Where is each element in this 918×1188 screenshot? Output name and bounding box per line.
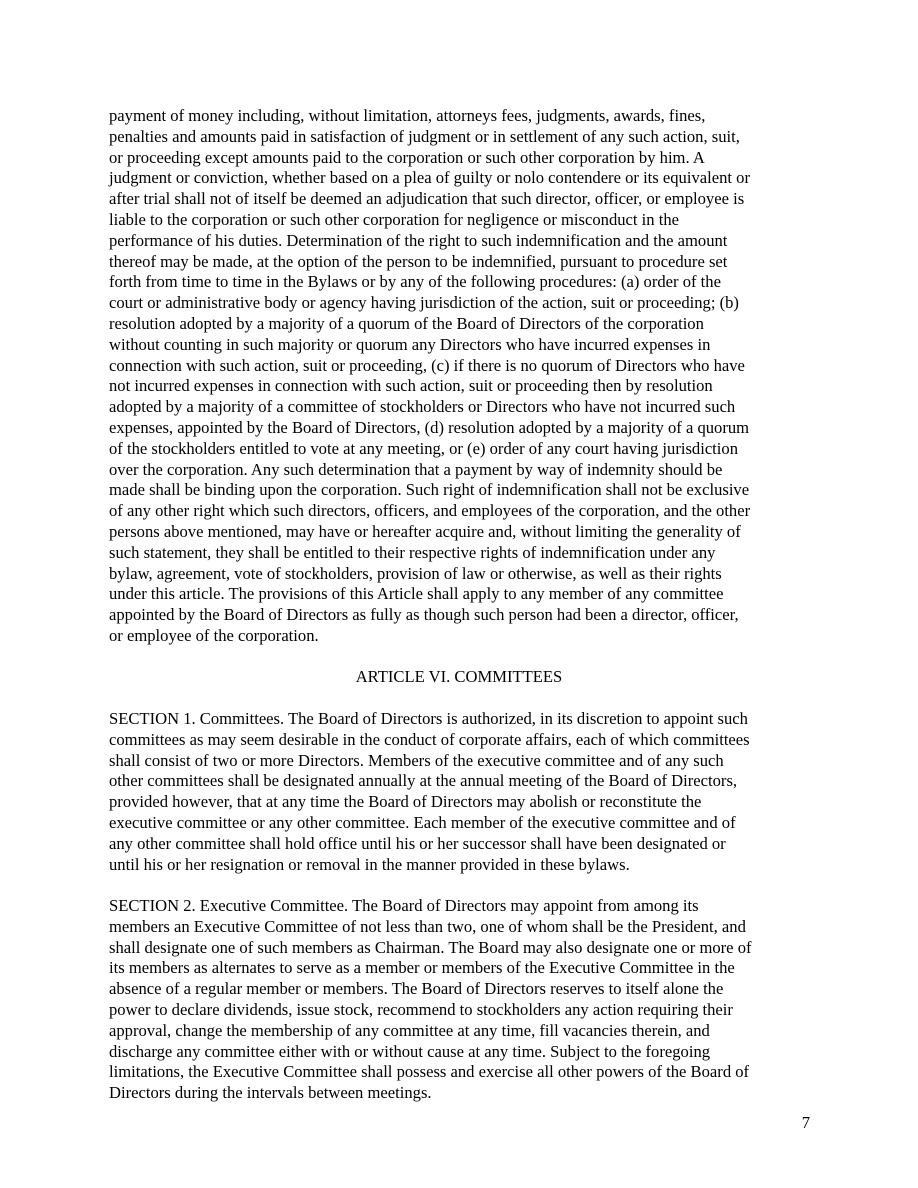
- text-line: over the corporation. Any such determination that a payment by way of indemnity should be: [109, 459, 723, 479]
- text-line: shall consist of two or more Directors. Members of the executive committee and of any such: [109, 750, 724, 770]
- text-line: liable to the corporation or such other corporation for negligence or misconduct in the: [109, 209, 679, 229]
- text-line: any other committee shall hold office until his or her successor shall have been designated or: [109, 833, 726, 853]
- text-line: SECTION 1. Committees. The Board of Directors is authorized, in its discretion to appoint such: [109, 709, 748, 728]
- text-line: until his or her resignation or removal in the manner provided in these bylaws.: [109, 854, 630, 874]
- text-line: or employee of the corporation.: [109, 625, 319, 645]
- section-1-paragraph: [109, 709, 809, 875]
- indemnification-paragraph: [109, 106, 809, 647]
- text-line: bylaw, agreement, vote of stockholders, provision of law or otherwise, as well as their rights: [109, 563, 722, 583]
- text-line: connection with such action, suit or proceeding, (c) if there is no quorum of Directors who have: [109, 355, 745, 375]
- text-line: not incurred expenses in connection with such action, suit or proceeding then by resolution: [109, 376, 713, 396]
- text-line: members an Executive Committee of not less than two, one of whom shall be the President, and: [109, 916, 746, 936]
- text-line: its members as alternates to serve as a member or members of the Executive Committee in the: [109, 958, 735, 978]
- text-line: expenses, appointed by the Board of Directors, (d) resolution adopted by a majority of a quorum: [109, 417, 750, 437]
- text-line: provided however, that at any time the Board of Directors may abolish or reconstitute the: [109, 792, 702, 812]
- text-line: of any other right which such directors, officers, and employees of the corporation, and the other: [109, 501, 751, 521]
- text-line: under this article. The provisions of this Article shall apply to any member of any committee: [109, 584, 724, 604]
- text-line: without counting in such majority or quorum any Directors who have incurred expenses in: [109, 334, 711, 354]
- text-line: persons above mentioned, may have or hereafter acquire and, without limiting the generality of: [109, 521, 741, 541]
- text-line: shall designate one of such members as Chairman. The Board may also designate one or more of: [109, 937, 752, 957]
- text-line: SECTION 2. Executive Committee. The Board of Directors may appoint from among its: [109, 896, 699, 915]
- text-line: court or administrative body or agency having jurisdiction of the action, suit or proceeding; (b): [109, 293, 739, 313]
- page-number: 7: [801, 1113, 810, 1132]
- text-line: resolution adopted by a majority of a quorum of the Board of Directors of the corporation: [109, 313, 704, 333]
- text-line: absence of a regular member or members. The Board of Directors reserves to itself alone the: [109, 979, 724, 999]
- text-line: payment of money including, without limitation, attorneys fees, judgments, awards, fines,: [109, 106, 706, 125]
- text-line: Directors during the intervals between meetings.: [109, 1083, 432, 1103]
- text-line: thereof may be made, at the option of the person to be indemnified, pursuant to procedure set: [109, 251, 728, 271]
- text-line: penalties and amounts paid in satisfaction of judgment or in settlement of any such action, suit,: [109, 126, 740, 146]
- text-line: discharge any committee either with or without cause at any time. Subject to the foregoing: [109, 1041, 711, 1061]
- text-line: judgment or conviction, whether based on a plea of guilty or nolo contendere or its equivalent or: [109, 168, 750, 188]
- text-line: adopted by a majority of a committee of stockholders or Directors who have not incurred such: [109, 397, 736, 417]
- article-heading: ARTICLE VI. COMMITTEES: [355, 667, 563, 686]
- text-line: or proceeding except amounts paid to the corporation or such other corporation by him. A: [109, 147, 705, 167]
- section-2-paragraph: [109, 896, 809, 1104]
- text-line: other committees shall be designated annually at the annual meeting of the Board of Directors,: [109, 771, 738, 791]
- text-line: performance of his duties. Determination of the right to such indemnification and the amount: [109, 230, 728, 250]
- text-line: approval, change the membership of any committee at any time, fill vacancies therein, and: [109, 1020, 710, 1040]
- text-line: of the stockholders entitled to vote at any meeting, or (e) order of any court having jurisdiction: [109, 438, 738, 458]
- text-line: made shall be binding upon the corporation. Such right of indemnification shall not be exclusive: [109, 480, 750, 500]
- text-line: executive committee or any other committee. Each member of the executive committee and of: [109, 812, 736, 832]
- text-line: committees as may seem desirable in the conduct of corporate affairs, each of which committees: [109, 729, 750, 749]
- text-line: such statement, they shall be entitled to their respective rights of indemnification under any: [109, 542, 716, 562]
- text-line: after trial shall not of itself be deemed an adjudication that such director, officer, or employee is: [109, 189, 745, 209]
- text-line: forth from time to time in the Bylaws or by any of the following procedures: (a) order of the: [109, 272, 721, 292]
- text-line: limitations, the Executive Committee shall possess and exercise all other powers of the Board of: [109, 1062, 750, 1082]
- text-line: power to declare dividends, issue stock, recommend to stockholders any action requiring their: [109, 999, 733, 1019]
- text-line: appointed by the Board of Directors as fully as though such person had been a director, officer,: [109, 605, 739, 625]
